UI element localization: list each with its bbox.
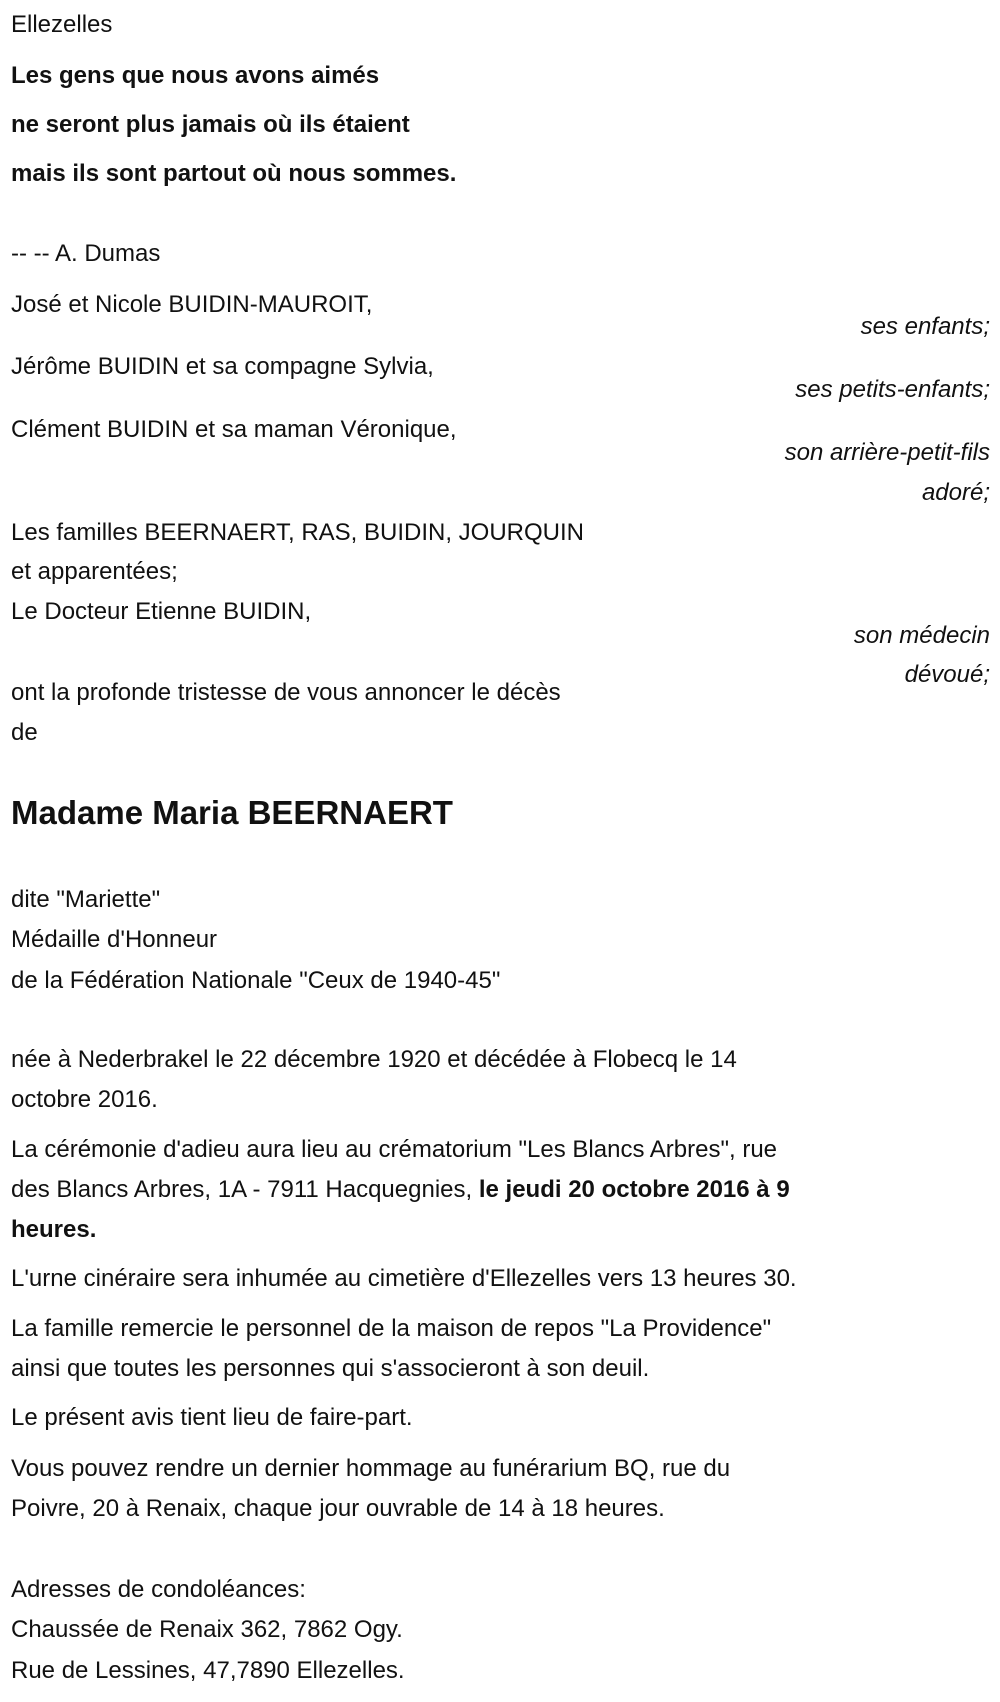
- thanks-text: La famille remercie le personnel de la maison de repos "La Providence": [11, 1315, 772, 1342]
- urn-text: L'urne cinéraire sera inhumée au cimetière d'Ellezelles vers 13 heures 30.: [11, 1265, 797, 1292]
- condolence-address: Chaussée de Renaix 362, 7862 Ogy.: [11, 1616, 403, 1643]
- deceased-detail: Médaille d'Honneur: [11, 926, 218, 953]
- quote-line: mais ils sont partout où nous sommes.: [11, 160, 457, 187]
- family-name: Le Docteur Etienne BUIDIN,: [11, 598, 312, 625]
- family-name: José et Nicole BUIDIN-MAUROIT,: [11, 291, 373, 318]
- visit-text: Vous pouvez rendre un dernier hommage au funérarium BQ, rue du: [11, 1455, 731, 1482]
- quote-author: -- -- A. Dumas: [11, 240, 161, 267]
- condolences-label: Adresses de condoléances:: [11, 1576, 306, 1603]
- family-name: et apparentées;: [11, 558, 178, 585]
- condolence-address: Rue de Lessines, 47,7890 Ellezelles.: [11, 1657, 405, 1684]
- family-relation: ses enfants;: [860, 313, 990, 340]
- thanks-text: ainsi que toutes les personnes qui s'associeront à son deuil.: [11, 1355, 650, 1382]
- announcement: de: [11, 719, 38, 746]
- ceremony-date: le jeudi 20 octobre 2016 à 9: [478, 1176, 790, 1203]
- deceased-detail: dite "Mariette": [11, 886, 161, 913]
- birth-death-text: octobre 2016.: [11, 1086, 158, 1113]
- ceremony-text: La cérémonie d'adieu aura lieu au crématorium "Les Blancs Arbres", rue: [11, 1136, 778, 1163]
- deceased-detail: de la Fédération Nationale "Ceux de 1940-45": [11, 967, 501, 994]
- quote-line: Les gens que nous avons aimés: [11, 62, 380, 89]
- family-relation: adoré;: [921, 479, 990, 506]
- deceased-name: Madame Maria BEERNAERT: [11, 794, 453, 831]
- location: Ellezelles: [11, 11, 113, 38]
- notice-text: Le présent avis tient lieu de faire-part.: [11, 1404, 413, 1431]
- family-name: Les familles BEERNAERT, RAS, BUIDIN, JOURQUIN: [11, 519, 585, 546]
- announcement: ont la profonde tristesse de vous annoncer le décès: [11, 679, 561, 706]
- ceremony-address: des Blancs Arbres, 1A - 7911 Hacquegnies,: [11, 1176, 479, 1203]
- ceremony-date: heures.: [11, 1216, 97, 1243]
- quote-line: ne seront plus jamais où ils étaient: [11, 111, 410, 138]
- family-relation: son arrière-petit-fils: [784, 439, 990, 466]
- family-relation: ses petits-enfants;: [795, 376, 990, 403]
- birth-death-text: née à Nederbrakel le 22 décembre 1920 et décédée à Flobecq le 14: [11, 1046, 737, 1073]
- visit-text: Poivre, 20 à Renaix, chaque jour ouvrable de 14 à 18 heures.: [11, 1495, 665, 1522]
- ceremony-text: [11, 1170, 790, 1210]
- family-relation: dévoué;: [904, 661, 990, 688]
- family-name: Jérôme BUIDIN et sa compagne Sylvia,: [11, 353, 434, 380]
- family-name: Clément BUIDIN et sa maman Véronique,: [11, 416, 457, 443]
- family-relation: son médecin: [853, 622, 990, 649]
